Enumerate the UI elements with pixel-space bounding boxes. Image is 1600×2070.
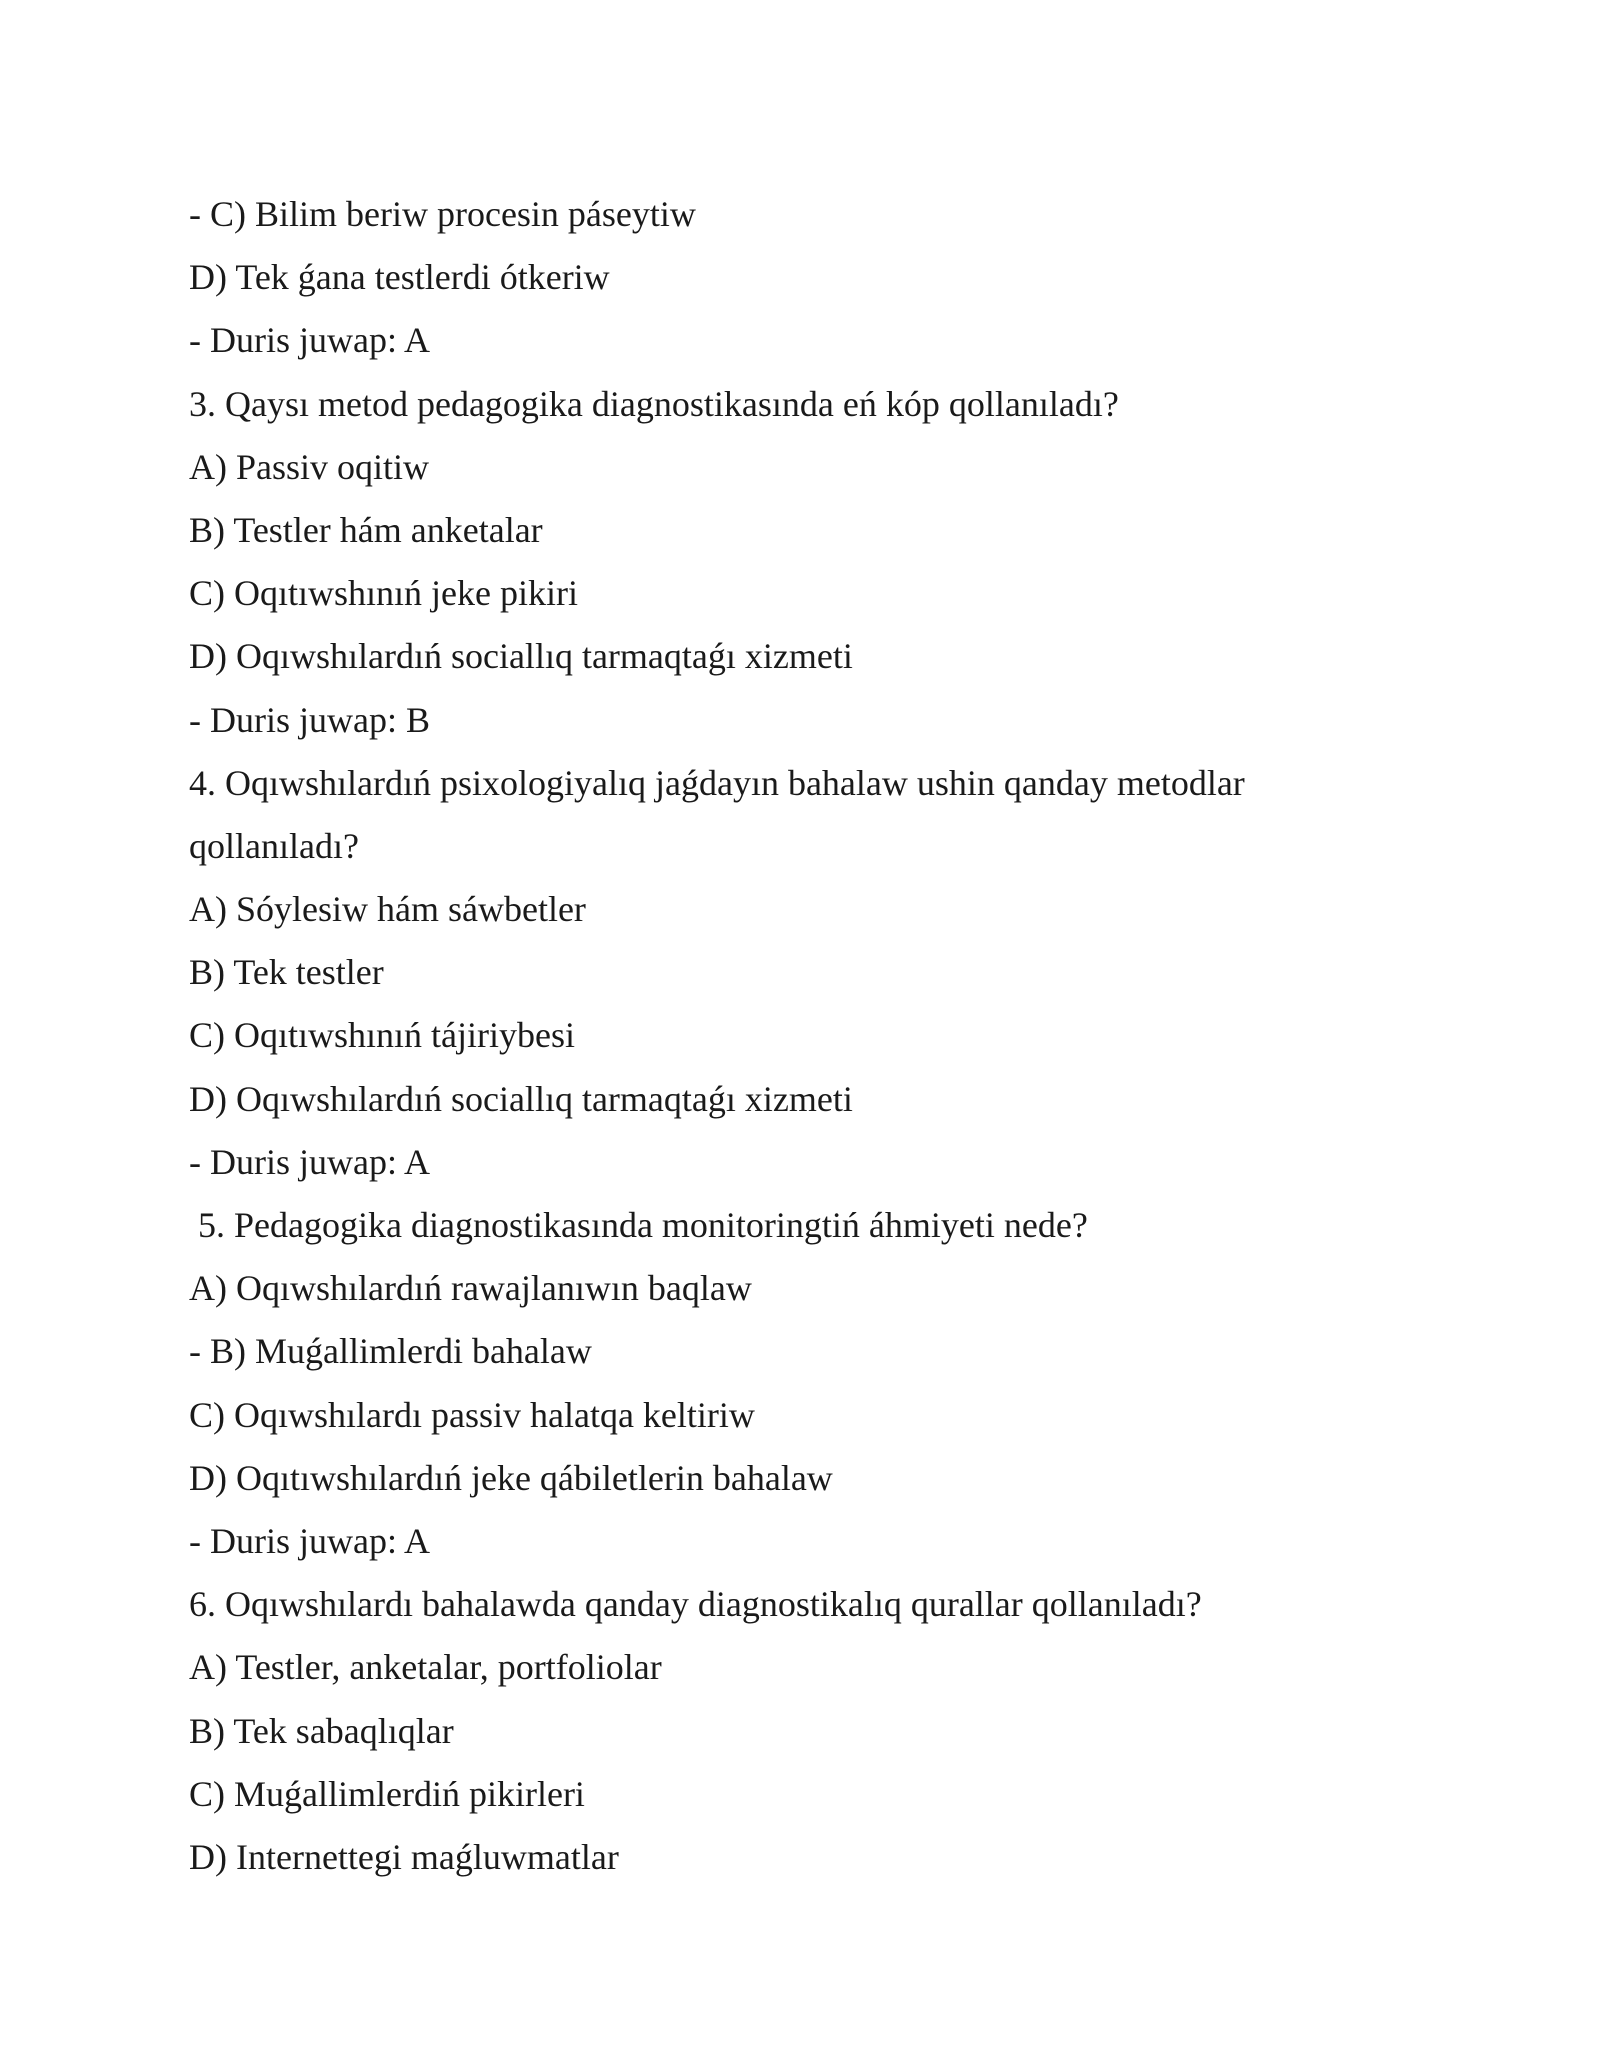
answer-option-line: D) Oqıtıwshılardıń jeke qábiletlerin bahalaw	[189, 1457, 833, 1498]
answer-option-line: - C) Bilim beriw procesin páseytiw	[189, 194, 696, 234]
correct-answer-line: - Duris juwap: A	[189, 1141, 430, 1182]
question-line-continuation: qollanıladı?	[189, 825, 359, 866]
answer-option-line: C) Oqıtıwshınıń tájiriybesi	[189, 1015, 575, 1056]
answer-option-line: - B) Muǵallimlerdi bahalaw	[189, 1331, 592, 1372]
question-line: 6. Oqıwshılardı bahalawda qanday diagnostikalıq qurallar qollanıladı?	[189, 1584, 1202, 1625]
answer-option-line: B) Tek testler	[189, 952, 384, 993]
answer-option-line: A) Testler, anketalar, portfoliolar	[189, 1647, 662, 1688]
answer-option-line: C) Oqıtıwshınıń jeke pikiri	[189, 573, 578, 614]
document-body	[189, 183, 1419, 1889]
answer-option-line: C) Oqıwshılardı passiv halatqa keltiriw	[189, 1394, 755, 1435]
correct-answer-line: - Duris juwap: A	[189, 1520, 430, 1561]
answer-option-line: D) Oqıwshılardıń sociallıq tarmaqtaǵı xizmeti	[189, 636, 853, 677]
question-line: 3. Qaysı metod pedagogika diagnostikasında eń kóp qollanıladı?	[189, 383, 1119, 424]
question-line: 4. Oqıwshılardıń psixologiyalıq jaǵdayın bahalaw ushin qanday metodlar	[189, 762, 1245, 803]
answer-option-line: D) Internettegi maǵluwmatlar	[189, 1836, 619, 1877]
answer-option-line: A) Oqıwshılardıń rawajlanıwın baqlaw	[189, 1268, 752, 1309]
answer-option-line: A) Sóylesiw hám sáwbetler	[189, 889, 586, 930]
answer-option-line: B) Tek sabaqlıqlar	[189, 1710, 454, 1751]
correct-answer-line: - Duris juwap: A	[189, 320, 430, 361]
answer-option-line: A) Passiv oqitiw	[189, 446, 430, 487]
question-line: 5. Pedagogika diagnostikasında monitoringtiń áhmiyeti nede?	[198, 1205, 1088, 1245]
answer-option-line: D) Tek ǵana testlerdi ótkeriw	[189, 257, 610, 298]
answer-option-line: D) Oqıwshılardıń sociallıq tarmaqtaǵı xizmeti	[189, 1078, 853, 1119]
correct-answer-line: - Duris juwap: B	[189, 699, 430, 740]
answer-option-line: C) Muǵallimlerdiń pikirleri	[189, 1773, 585, 1814]
answer-option-line: B) Testler hám anketalar	[189, 509, 543, 550]
